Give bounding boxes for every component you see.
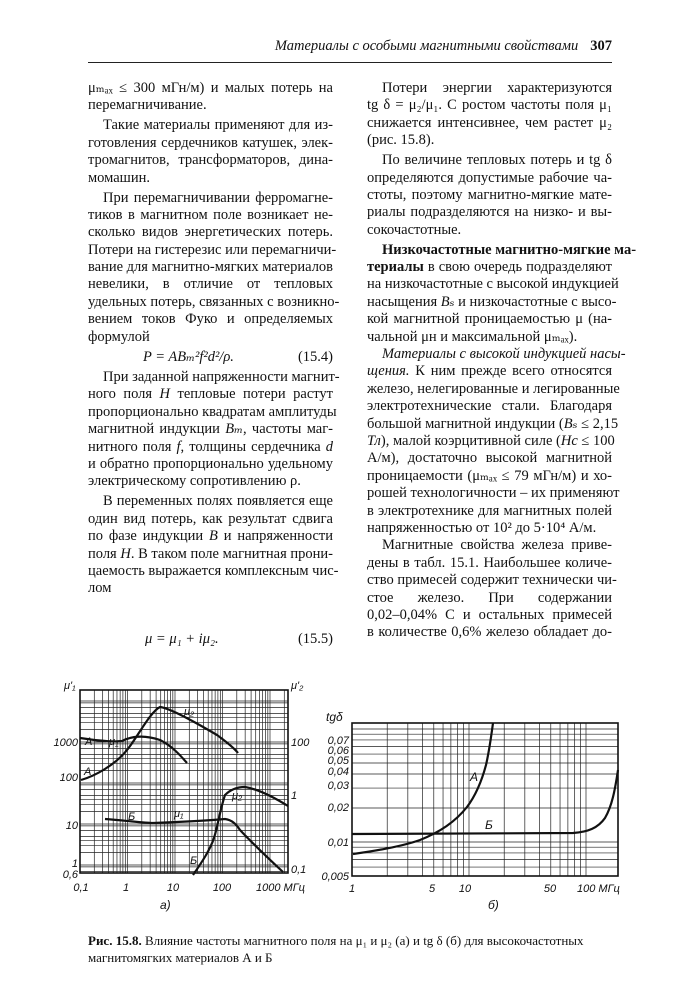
label-tgd-a: A (470, 770, 479, 784)
fig-a-y2-tick: 100 (291, 737, 310, 749)
label-b-mu1-letter: Б (128, 811, 136, 823)
label-b-mu2-letter: Б (190, 855, 198, 867)
text-line: электротехнические стали. Благодаря (367, 398, 612, 415)
italic-run: H (159, 386, 171, 403)
label-a-mu2-letter: A (84, 766, 92, 778)
equation-number: (15.5) (297, 630, 333, 647)
fig-a-x-tick: 1000 МГц (256, 882, 305, 894)
text-line: рошей технологичности – их применяют (367, 485, 620, 502)
text-run: и низкочастотные с высо- (454, 293, 617, 310)
text-line: μₘₐₓ ≤ 300 мГн/м) и малых потерь на (88, 80, 333, 96)
text-line: определяются допустимые рабочие ча- (367, 169, 612, 186)
text-line: один вид потерь, как результат сдвига (88, 510, 333, 527)
equation-formula: P = ABₘ²f²d²/ρ. (143, 349, 234, 366)
label-tgd-b: Б (485, 818, 493, 832)
text-run: К ним прежде всего относятся (409, 363, 612, 380)
fig-b-y-tick: 0,03 (327, 780, 349, 792)
caption-text: Влияние частоты магнитного поля на μ₁ и μ₂ (а) и tg δ (б) для высокочастотных магнитомягких материалов А и Б (88, 933, 584, 965)
fig-a-y-right-label: μ'₂ (291, 680, 304, 692)
text-line: При заданной напряженности магнит- (103, 369, 340, 386)
fig-a-y-tick: 0,6 (62, 869, 78, 881)
text-line: вание для магнитно-мягких материалов (88, 259, 334, 276)
fig-b-y-tick: 0,005 (321, 871, 349, 883)
text-run: ≤ 100 (577, 433, 615, 449)
text-line: цаемость выражается комплексным чис- (88, 562, 339, 579)
italic-run: f (176, 438, 181, 455)
text-line: При перемагничивании ферромагне- (103, 189, 333, 206)
text-line: на низкочастотные с высокой индукцией (367, 276, 619, 293)
text-run: ≤ 2,15 (577, 415, 619, 432)
fig-b-y-tick: 0,01 (327, 837, 349, 849)
text-line: А/м), достаточно высокой магнитной (367, 450, 612, 467)
text-line: Магнитные свойства железа приве- (382, 537, 612, 554)
text-line: формулой (88, 328, 150, 345)
text-line: Такие материалы применяют для из- (103, 117, 333, 134)
fig-a-x-tick: 0,1 (73, 882, 89, 894)
fig-a-x-tick: 100 (212, 882, 232, 894)
text-line: в электротехнике для магнитных полей (367, 502, 612, 519)
bold-run: Низкочастотные магнитно-мягкие ма- (382, 241, 637, 258)
text-line: стое железо. При содержании (367, 589, 612, 606)
fig-b-y-tick: 0,05 (327, 755, 349, 767)
fig-b-x-tick: 10 (458, 883, 472, 895)
fig-a-y-tick: 10 (65, 820, 78, 832)
equation-formula: μ = μ₁ + iμ₂. (145, 630, 219, 647)
italic-run: B (209, 528, 218, 545)
text-run: в свою очередь подразделяют (423, 259, 612, 276)
italic-run: Тл (367, 433, 381, 449)
text-line: вением токов Фуко и определяемых (88, 311, 333, 328)
figure-b-grid (352, 723, 618, 876)
fig-b-y-tick: 0,04 (327, 766, 349, 778)
fig-a-y2-tick: 0,1 (291, 864, 307, 876)
text-line: риалы подразделяются на низко- и вы- (367, 204, 612, 221)
text-run: нитного поля (88, 438, 177, 455)
text-line: снижается интенсивнее, чем растет μ₂ (367, 114, 612, 131)
fig-b-y-tick: 0,06 (327, 745, 349, 757)
text-run: . В таком поле магнитная прони- (130, 545, 333, 562)
text-line: в количестве 0,6% железо обладает до- (367, 624, 612, 641)
text-line: проницаемости (μₘₐₓ ≤ 79 мГн/м) и хо- (367, 467, 612, 484)
fig-b-x-tick: 50 (543, 883, 557, 895)
fig-a-y2-tick: 1 (291, 790, 298, 802)
italic-run: d (325, 438, 333, 455)
text-line: момашин. (88, 169, 150, 186)
fig-a-x-tick: 1 (122, 882, 130, 894)
text-run: тепловые потери растут (170, 386, 333, 403)
fig-a-y-tick: 100 (59, 772, 78, 784)
text-run: магнитной индукции (88, 421, 226, 438)
text-line: и обратно пропорционально удельному (88, 455, 333, 472)
label-a-mu1: A — μ₁ (85, 736, 119, 748)
text-line: Потери энергии характеризуются (382, 80, 612, 96)
fig-a-y-tick: 1 (71, 858, 78, 870)
text-line: tg δ = μ₂/μ₁. С ростом частоты поля μ₁ (367, 97, 612, 114)
bold-run: териалы (367, 259, 424, 276)
text-line: В переменных полях появляется еще (103, 493, 333, 510)
page-number: 307 (590, 38, 612, 54)
text-line: (рис. 15.8). (367, 132, 435, 149)
label-a-mu2: μ₂ (184, 706, 195, 718)
fig-b-x-tick: 1 (348, 883, 356, 895)
italic-run: Bₘ (225, 421, 243, 438)
label-b-mu1: μ₁ (174, 808, 184, 820)
text-line: ство примесей содержит технически чи- (367, 572, 617, 589)
figure-caption (88, 932, 614, 966)
text-line: По величине тепловых потерь и tg δ (382, 152, 612, 169)
text-run: и напряженности (217, 528, 333, 545)
fig-b-x-tick: 5 (428, 883, 436, 895)
italic-run: Материалы с высокой индукцией насы- (382, 346, 626, 363)
text-run: ного поля (88, 386, 160, 403)
equation-number: (15.4) (297, 349, 333, 366)
text-line: удельных потерь, связанных с возникно- (88, 293, 340, 310)
italic-run: H (120, 545, 131, 562)
text-line: сколько видов энергетических потерь. (88, 224, 333, 241)
italic-run: щения. (367, 363, 410, 380)
text-line: чальной μн и максимальной μₘₐₓ). (367, 328, 578, 345)
text-line: стоты, поэтому магнитно-мягкие мате- (367, 186, 612, 203)
fig-a-sublabel: а) (160, 898, 171, 912)
text-line: невелики, в отличие от тепловых (88, 276, 333, 293)
fig-b-y-tick: 0,07 (327, 735, 349, 747)
text-line: железо, нелегированные и легированные (367, 380, 620, 397)
text-run: большой магнитной индукции ( (367, 415, 564, 432)
italic-run: Bₛ (440, 293, 455, 310)
text-run: по фазе индукции (88, 528, 210, 545)
text-line: напряженностью от 10² до 5·10⁴ А/м. (367, 519, 597, 536)
fig-a-y-left-label: μ'₁ (64, 680, 76, 692)
text-line: перемагничивание. (88, 97, 207, 114)
text-line: лом (88, 580, 112, 597)
text-run: , толщины сердечника (180, 438, 326, 455)
text-line: готовления сердечников катушек, элек- (88, 134, 333, 151)
fig-b-sublabel: б) (488, 898, 499, 912)
label-b-mu2: μ₂ (232, 790, 243, 802)
text-line: тиков в магнитном поле возникает не- (88, 206, 333, 223)
text-line: пропорционально квадратам амплитуды (88, 403, 337, 420)
text-line: электрическому сопротивлению ρ. (88, 473, 301, 490)
text-line: сокочастотные. (367, 221, 462, 238)
text-line: тромагнитов, трансформаторов, дина- (88, 152, 333, 169)
fig-b-y-tick: 0,02 (327, 802, 349, 814)
text-run: ), малой коэрцитивной силе ( (380, 433, 561, 449)
caption-label: Рис. 15.8. (88, 933, 142, 948)
running-title: Материалы с особыми магнитными свойствами (274, 38, 579, 54)
fig-a-x-tick: 10 (166, 882, 180, 894)
fig-b-y-label: tgδ (326, 710, 343, 724)
text-line: Потери на гистерезис или перемагничи- (88, 241, 337, 258)
fig-a-y-tick: 1000 (53, 737, 78, 749)
text-run: насыщения (367, 293, 441, 310)
italic-run: Bₛ (563, 415, 578, 432)
italic-run: Hc (560, 433, 578, 449)
text-line: дены в табл. 15.1. Наибольшее количе- (367, 554, 612, 571)
fig-b-x-tick: 100 МГц (577, 883, 620, 895)
text-line: кой магнитной проницаемостью μ (на- (367, 311, 612, 328)
text-run: , частоты маг- (242, 421, 333, 438)
text-line: 0,02–0,04% C и остальных примесей (367, 606, 612, 623)
text-run: поля (88, 545, 121, 562)
